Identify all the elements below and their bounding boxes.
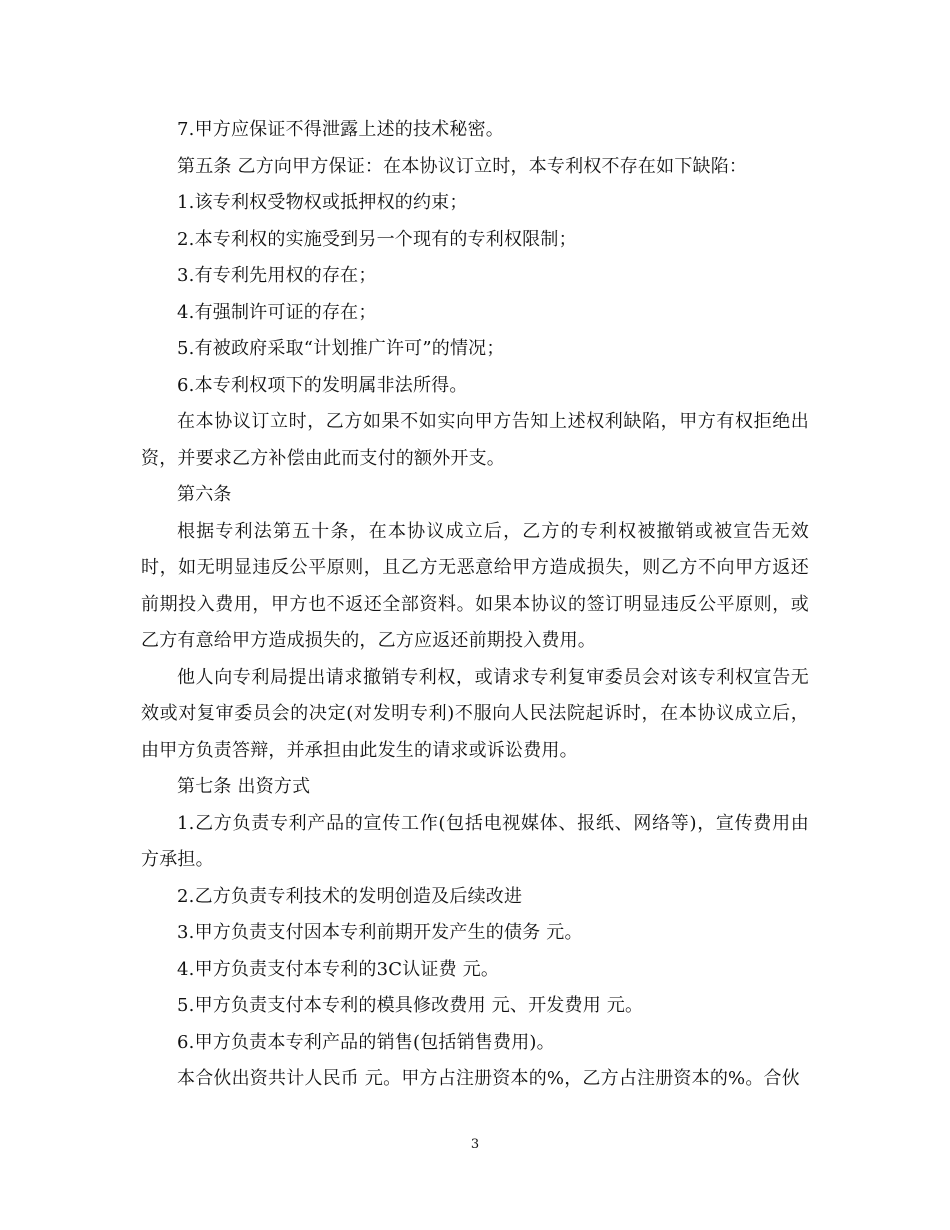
- paragraph: 根据专利法第五十条，在本协议成立后，乙方的专利权被撤销或被宣告无效时，如无明显违反公平原则，且乙方无恶意给甲方造成损失，则乙方不向甲方返还前期投入费用，甲方也不返还全部资料。如果本协议的签订明显违反公平原则，或乙方有意给甲方造成损失的，乙方应返还前期投入费用。: [141, 520, 809, 651]
- paragraph: 7.甲方应保证不得泄露上述的技术秘密。: [177, 119, 504, 140]
- page-number: 3: [470, 1137, 480, 1152]
- paragraph: 本合伙出资共计人民币 元。甲方占注册资本的%，乙方占注册资本的%。合伙: [177, 1068, 800, 1089]
- paragraph: 2.乙方负责专利技术的发明创造及后续改进: [177, 885, 523, 907]
- paragraph: 6.本专利权项下的发明属非法所得。: [177, 374, 468, 396]
- section-heading: 第六条: [177, 484, 232, 505]
- paragraph: 5.甲方负责支付本专利的模具修改费用 元、开发费用 元。: [177, 995, 644, 1016]
- paragraph: 2.本专利权的实施受到另一个现有的专利权限制；: [177, 228, 577, 250]
- section-heading: 第七条 出资方式: [177, 776, 311, 797]
- paragraph: 6.甲方负责本专利产品的销售(包括销售费用)。: [177, 1031, 555, 1053]
- paragraph: 4.甲方负责支付本专利的3C认证费 元。: [177, 958, 500, 980]
- paragraph: 他人向专利局提出请求撤销专利权，或请求专利复审委员会对该专利权宣告无效或对复审委员会的决定(对发明专利)不服向人民法院起诉时，在本协议成立后，由甲方负责答辩，并承担由此发生的请求或诉讼费用。: [141, 666, 809, 761]
- paragraph: 在本协议订立时，乙方如果不如实向甲方告知上述权利缺陷，甲方有权拒绝出资，并要求乙方补偿由此而支付的额外开支。: [141, 411, 809, 469]
- paragraph: 1.该专利权受物权或抵押权的约束；: [177, 192, 468, 213]
- paragraph: 1.乙方负责专利产品的宣传工作(包括电视媒体、报纸、网络等)，宣传费用由 方承担。: [141, 812, 809, 870]
- paragraph: 4.有强制许可证的存在；: [177, 301, 377, 323]
- paragraph: 3.甲方负责支付因本专利前期开发产生的债务 元。: [177, 922, 583, 943]
- paragraph: 第五条 乙方向甲方保证：在本协议订立时，本专利权不存在如下缺陷：: [177, 155, 748, 177]
- paragraph: 5.有被政府采取“计划推广许可”的情况；: [177, 338, 505, 359]
- document-body: [141, 112, 809, 1098]
- paragraph: 3.有专利先用权的存在；: [177, 265, 377, 286]
